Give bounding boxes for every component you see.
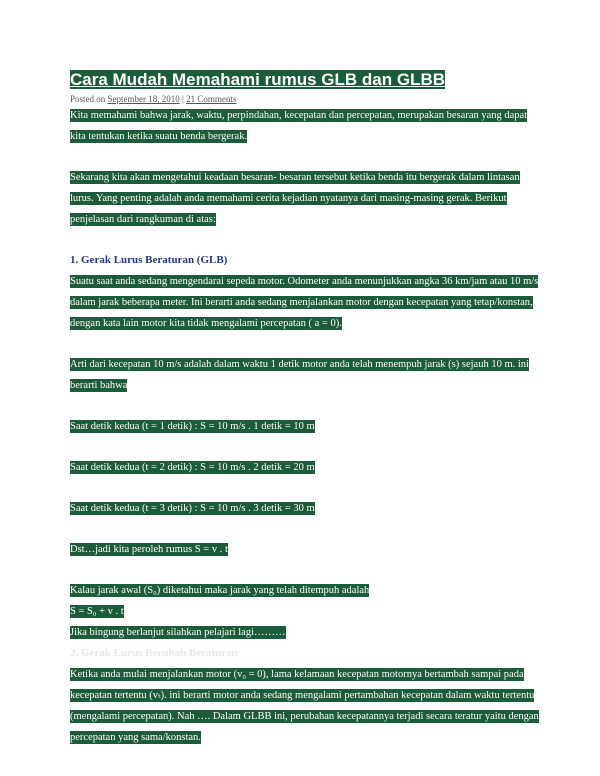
paragraph-2-text: Sekarang kita akan mengetahui keadaan besaran- besaran tersebut ketika benda itu bergerak dalam lintasan lurus. Yang penting adalah anda memahami cerita kejadian nyatanya dari masing-masing gerak. Berikut penjelasan dari rangkuman di atas: — [70, 172, 520, 225]
heading-glb: 1. Gerak Lurus Beraturan (GLB) — [70, 254, 228, 266]
line-t3-text: Saat detik kedua (t = 3 detik) : S = 10 m/s . 3 detik = 30 m — [70, 503, 315, 514]
meta-separator: | — [182, 94, 184, 104]
line-t2-text: Saat detik kedua (t = 2 detik) : S = 10 m/s . 2 detik = 20 m — [70, 462, 315, 473]
post-meta — [70, 93, 540, 105]
line-rumus — [70, 601, 540, 622]
paragraph-glb-1-text: Suatu saat anda sedang mengendarai sepeda motor. Odometer anda menunjukkan angka 36 km/jam atau 10 m/s dalam jarak beberapa meter. Ini berarti anda sedang menjalankan motor dengan kecepatan yang tetap/konstan, dengan kata lain motor kita tidak mengalami percepatan ( a = 0). — [70, 276, 539, 329]
line-bingung-text: Jika bingung berlanjut silahkan pelajari lagi……… — [70, 627, 286, 638]
line-rumus-text: S = S₀ + v . t — [70, 606, 124, 617]
paragraph-intro — [70, 105, 540, 147]
paragraph-glb-2 — [70, 354, 540, 396]
article-title[interactable]: Cara Mudah Memahami rumus GLB dan GLBB — [70, 70, 445, 89]
article-title-wrap — [70, 70, 540, 90]
line-bingung — [70, 622, 540, 643]
line-jarak-awal-text: Kalau jarak awal (S₀) diketahui maka jarak yang telah ditempuh adalah — [70, 585, 370, 596]
line-jarak-awal — [70, 580, 540, 601]
post-date-link[interactable]: September 18, 2010 — [107, 94, 180, 104]
line-t1 — [70, 416, 540, 437]
line-t2 — [70, 457, 540, 478]
document-page — [70, 70, 540, 748]
paragraph-glb-2-text: Arti dari kecepatan 10 m/s adalah dalam waktu 1 detik motor anda telah menempuh jarak (s) sejauh 10 m. ini berarti bahwa — [70, 359, 529, 391]
comments-link[interactable]: 21 Comments — [186, 94, 237, 104]
paragraph-glb-1 — [70, 271, 540, 334]
paragraph-intro-text: Kita memahami bahwa jarak, waktu, perpindahan, kecepatan dan percepatan, merupakan besaran yang dapat kita tentukan ketika suatu benda bergerak. — [70, 110, 528, 142]
line-t1-text: Saat detik kedua (t = 1 detik) : S = 10 m/s . 1 detik = 10 m — [70, 421, 315, 432]
paragraph-2 — [70, 167, 540, 230]
paragraph-glbb-1 — [70, 664, 540, 748]
paragraph-glbb-1-text: Ketika anda mulai menjalankan motor (v₀ = 0), lama kelamaan kecepatan motornya bertambah sampai pada kecepatan tertentu (vₜ). ini berarti motor anda sedang mengalami pertambahan kecepatan dalam waktu tertentu (mengalami percepatan). Nah …. Dalam GLBB ini, perubahan kecepatannya terjadi secara teratur yaitu dengan percepatan yang sama/konstan. — [70, 669, 539, 743]
meta-prefix: Posted on — [70, 94, 106, 104]
line-t3 — [70, 498, 540, 519]
line-dst — [70, 539, 540, 560]
heading-glbb: 2. Gerak Lurus Berubah Beraturan — [70, 647, 238, 659]
line-dst-text: Dst…jadi kita peroleh rumus S = v . t — [70, 544, 228, 555]
